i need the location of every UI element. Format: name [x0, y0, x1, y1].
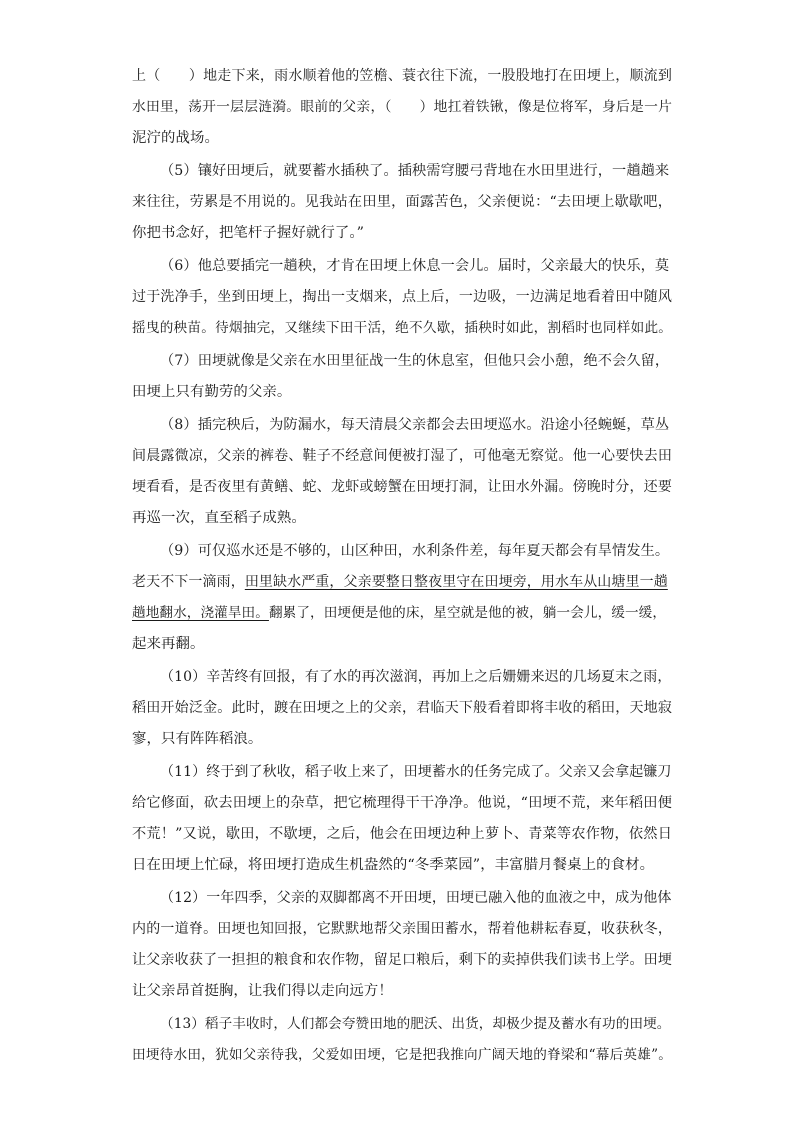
text-line: 寥，只有阵阵稻浪。	[132, 731, 263, 747]
underlined-sentence: 田里缺水严重，父亲要整日整夜里守在田埂旁，用水车从山塘里一趟	[244, 574, 668, 590]
text-line: 给它修面，砍去田埂上的杂草，把它梳理得干干净净。他说，“田埂不荒，来年稻田便	[132, 795, 672, 811]
text-line: 埂看看，是否夜里有黄鳝、蛇、龙虾或螃蟹在田埂打洞，让田水外漏。傍晚时分，还要	[132, 479, 672, 495]
text-line: 水田里，荡开一层层涟漪。眼前的父亲，（ ）地扛着铁锹，像是位将军，身后是一片	[132, 99, 672, 115]
text-line	[132, 603, 672, 623]
text-line: （10）辛苦终有回报，有了水的再次滋润，再加上之后姗姗来迟的几场夏末之雨，	[160, 669, 672, 685]
text-line	[132, 572, 672, 592]
text-line: 再巡一次，直至稻子成熟。	[132, 510, 306, 526]
text-line: （13）稻子丰收时，人们都会夸赞田地的肥沃、出货，却极少提及蓄水有功的田埂。	[160, 1016, 671, 1032]
text-line: （9）可仅巡水还是不够的，山区种田，水利条件差，每年夏天都会有旱情发生。	[160, 543, 670, 559]
text-line: 日在田埂上忙碌，将田埂打造成生机盎然的“冬季菜园”，丰富腊月餐桌上的食材。	[132, 857, 655, 873]
text-line: （11）终于到了秋收，稻子收上来了，田埂蓄水的任务完成了。父亲又会拿起镰刀	[160, 764, 672, 780]
text-line: 泥泞的战场。	[132, 130, 219, 146]
text-segment: 老天不下一滴雨，	[132, 574, 245, 590]
text-line: （5）镶好田埂后，就要蓄水插秧了。插秧需穹腰弓背地在水田里进行，一趟趟来	[160, 163, 670, 179]
text-line: 内的一道脊。田埂也知回报，它默默地帮父亲围田蓄水，帮着他耕耘春夏，收获秋冬，	[132, 921, 672, 937]
text-line: 上（ ）地走下来，雨水顺着他的笠檐、蓑衣往下流，一股股地打在田埂上，顺流到	[132, 68, 672, 84]
text-line: 田埂上只有勤劳的父亲。	[132, 384, 292, 400]
text-line: （6）他总要插完一趟秧，才肯在田埂上休息一会儿。届时，父亲最大的快乐，莫	[160, 258, 670, 274]
text-line: 你把书念好，把笔杆子握好就行了。”	[132, 225, 365, 241]
text-line: 间晨露微凉，父亲的裤卷、鞋子不经意间便被打湿了，可他毫无察觉。他一心要快去田	[132, 448, 672, 464]
text-line: 摇曳的秧苗。待烟抽完，又继续下田干活，绝不久歇，插秧时如此，割稻时也同样如此。	[132, 320, 672, 336]
text-line: 过于洗净手，坐到田埂上，掏出一支烟来，点上后，一边吸，一边满足地看着田中随风	[132, 289, 672, 305]
text-line: 稻田开始泛金。此时，踱在田埂之上的父亲，君临天下般看着即将丰收的稻田，天地寂	[132, 700, 672, 716]
text-line: 田埂待水田，犹如父亲待我，父爱如田埂，它是把我推向广阔天地的脊梁和“幕后英雄”。	[132, 1047, 672, 1063]
text-line: 让父亲收获了一担担的粮食和农作物，留足口粮后，剩下的卖掉供我们读书上学。田埂	[132, 952, 672, 968]
text-line: 不荒！”又说，歇田，不歇埂，之后，他会在田埂边种上萝卜、青菜等农作物，依然日	[132, 826, 672, 842]
text-line: 来往往，劳累是不用说的。见我站在田里，面露苦色，父亲便说：“去田埂上歇歇吧，	[132, 194, 672, 210]
underlined-sentence: 趟地翻水，浇灌旱田。	[132, 605, 269, 621]
text-line: （12）一年四季，父亲的双脚都离不开田埂，田埂已融入他的血液之中，成为他体	[160, 890, 672, 906]
text-line: 起来再翻。	[132, 636, 205, 652]
text-line: （8）插完秧后，为防漏水，每天清晨父亲都会去田埂巡水。沿途小径蜿蜒，草丛	[160, 417, 670, 433]
text-segment: 翻累了，田埂便是他的床，星空就是他的被，躺一会儿，缓一缓，	[268, 605, 667, 621]
text-line: 让父亲昂首挺胸，让我们得以走向远方！	[132, 983, 393, 999]
text-line: （7）田埂就像是父亲在水田里征战一生的休息室，但他只会小憩，绝不会久留，	[160, 353, 670, 369]
